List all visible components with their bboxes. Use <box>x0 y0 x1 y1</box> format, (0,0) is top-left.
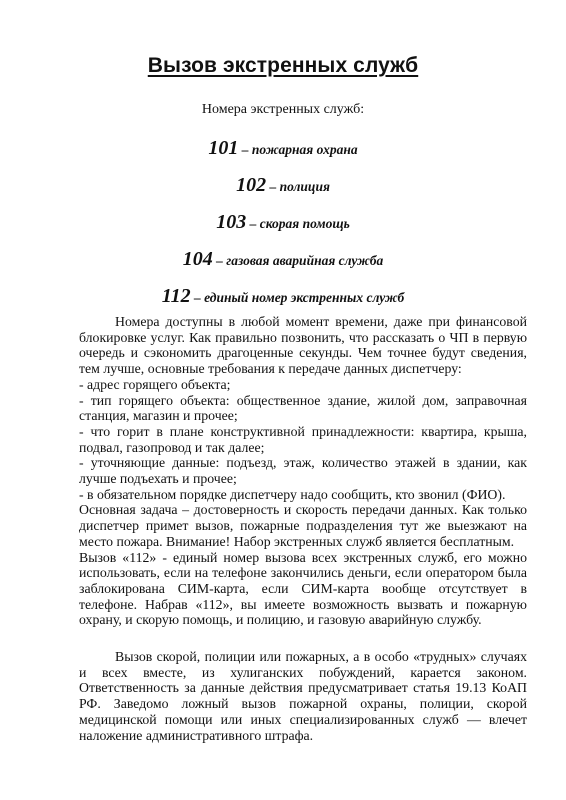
emergency-number: 104 <box>182 248 213 270</box>
requirement-item: - тип горящего объекта: общественное здание, жилой дом, заправочная станция, магазин и прочее; <box>79 392 527 424</box>
main-task-paragraph: Основная задача – достоверность и скорость передачи данных. Как только диспетчер примет вызов, пожарные подразделения тут же выезжают на место пожара. Внимание! Набор экстренных служб является бесплатным. <box>79 502 527 549</box>
emergency-number: 112 <box>161 285 191 307</box>
emergency-numbers-list <box>0 130 566 315</box>
emergency-number-desc: – скорая помощь <box>246 216 350 231</box>
emergency-number-desc: – единый номер экстренных служб <box>190 290 405 305</box>
intro-paragraph: Номера доступны в любой момент времени, даже при финансовой блокировке услуг. Как правильно позвонить, что рассказать о ЧП в первую очередь и сэкономить драгоценные секунды. Чем точнее будут сведения, тем лучше, основные требования к передаче данных диспетчеру: <box>79 314 527 377</box>
emergency-number-item <box>0 167 566 204</box>
requirement-item: - что горит в плане конструктивной принадлежности: квартира, крыша, подвал, газопровод и так далее; <box>79 423 527 455</box>
requirement-item: - в обязательном порядке диспетчеру надо сообщить, кто звонил (ФИО). <box>79 486 506 502</box>
paragraph-spacer <box>79 628 527 649</box>
emergency-number: 101 <box>208 137 239 159</box>
emergency-number: 103 <box>216 211 247 233</box>
emergency-number-item <box>0 204 566 241</box>
emergency-number: 102 <box>236 174 267 196</box>
emergency-number-desc: – пожарная охрана <box>238 142 358 157</box>
requirement-item: - уточняющие данные: подъезд, этаж, количество этажей в здании, как лучше подъехать и прочее; <box>79 455 527 487</box>
requirement-item: - адрес горящего объекта; <box>79 376 231 392</box>
emergency-number-item <box>0 278 566 315</box>
call-112-paragraph: Вызов «112» - единый номер вызова всех экстренных служб, его можно использовать, если на телефоне закончились деньги, если оператором была заблокирована СИМ-карта, если СИМ-карта вообще отсутствует в телефоне. Набрав «112», вы имеете возможность вызвать и пожарную охрану, и скорую помощь, и полицию, и газовую аварийную службу. <box>79 549 527 628</box>
emergency-number-desc: – полиция <box>266 179 330 194</box>
numbers-subtitle: Номера экстренных служб: <box>201 102 365 117</box>
body-text <box>79 314 527 743</box>
emergency-number-item <box>0 130 566 167</box>
liability-paragraph: Вызов скорой, полиции или пожарных, а в особо «трудных» случаях и всех вместе, из хулиганских побуждений, карается законом. Ответственность за данные действия предусматривает статья 19.13 КоАП РФ. Заведомо ложный вызов пожарной охраны, полиции, скорой медицинской помощи или иных специализированных служб — влечет наложение административного штрафа. <box>79 649 527 743</box>
emergency-number-desc: – газовая аварийная служба <box>212 253 384 268</box>
emergency-number-item <box>0 241 566 278</box>
page-title: Вызов экстренных служб <box>147 54 419 77</box>
